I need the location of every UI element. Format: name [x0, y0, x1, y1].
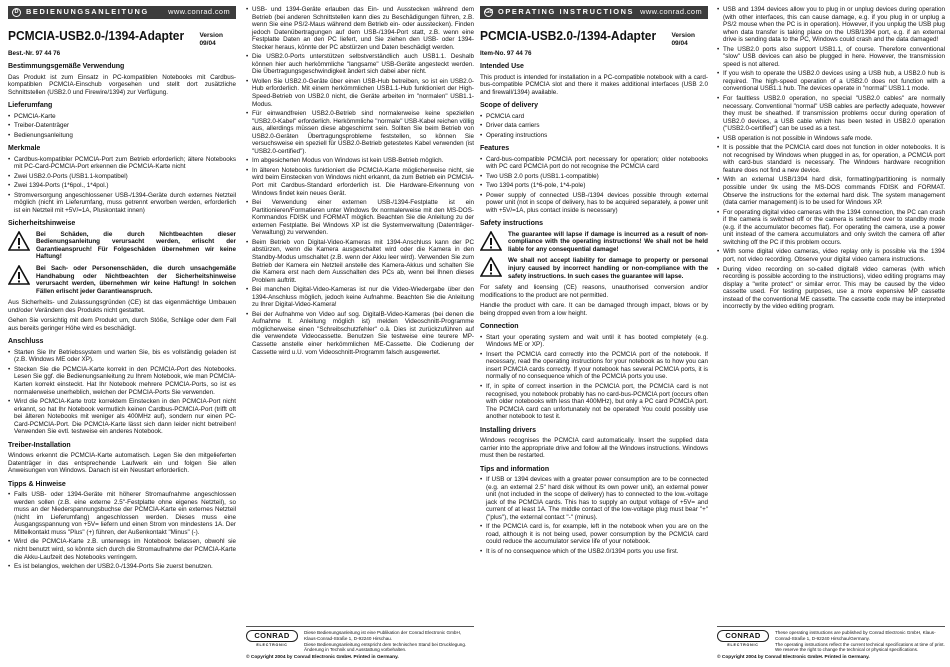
list-item: • Wird die PCMCIA-Karte trotz korrektem Einstecken in den PCMCIA-Port nicht erkannt, so hat Ihr Notebook vermutlich keinen Cardbus-PCMCIA-Port (trifft oft bei älteren Notebooks mit weniger als 400MHz auf), sondern nur einen PC-Card-PCMCIA-Port. Die PCMCIA-Karte lässt sich dann leider nicht betreiben! Verwenden Sie evtl. testweise ein anderes Notebook.: [8, 398, 236, 436]
list-item: • Zwei 1394-Ports (1*6pol., 1*4pol.): [8, 182, 236, 190]
section-title: Safety instructions: [480, 220, 544, 228]
list-item: • Treiber-Datenträger: [8, 122, 236, 130]
tips-list-de: [8, 491, 236, 570]
header-url-de[interactable]: www.conrad.com: [168, 7, 230, 17]
footer-text: Diese Bedienungsanleitung ist eine Publikation der Conrad Electronic GmbH, Klaus-Conrad-Straße 1, D-92240 Hirschau.: [304, 630, 462, 641]
tips-list-de-continued: [246, 6, 474, 356]
list-item: • For faultless USB2.0 operation, no special "USB2.0 cables" are normally necessary. Conventional "normal" USB cables are perfectly adequate, however they must be sheathed. If transmission problems occur during operation of USB2.0 devices, a USB cable which has been tested in USB2.0 operation ("USB2.0-certified") can be used as a test.: [717, 95, 945, 133]
connection-list-de: [8, 349, 236, 436]
section-title: Sicherheitshinweise: [8, 220, 76, 228]
list-item: • If, in spite of correct insertion in the PCMCIA port, the PCMCIA card is not recognised, you notebook probably has no card-bus-PCMCIA port (occurs often with older notebooks with less than 400MHz), but only a PC card PCMCIA port. The PCMCIA card can unfortunately not be operated! You could possibly use another notebook to test it.: [480, 383, 708, 421]
list-item: • Operating instructions: [480, 132, 708, 140]
list-item: • Für einwandfreien USB2.0-Betrieb sind normalerweise keine speziellen "USB2.0-Kabel" erforderlich. Herkömmliche "normale" USB-Kabel reichen völlig aus, allerdings müssen diese abgeschirmt sein. Sollten Sie beim Betrieb von USB2.0-Geräten Übertragungsprobleme feststellen, so können Sie versuchsweise ein speziell für USB2.0-Betrieb getestetes Kabel verwenden (ist "USB2.0-certified").: [246, 110, 474, 155]
section-title: Scope of delivery: [480, 102, 538, 110]
list-item: • PCMCIA card: [480, 113, 708, 121]
order-number-de: Best.-Nr. 97 44 76: [8, 49, 61, 57]
warning-triangle-icon: [8, 265, 30, 285]
list-item: • Two USB 2.0 ports (USB1.1-compatible): [480, 173, 708, 181]
section-title: Anschluss: [8, 338, 44, 346]
paragraph: Aus Sicherheits- und Zulassungsgründen (CE) ist das eigenmächtige Umbauen und/oder Verändern des Produkts nicht gestattet.: [8, 299, 236, 314]
list-item: • Two 1394 ports (1*6-pole, 1*4-pole): [480, 182, 708, 190]
paragraph: Handle the product with care. It can be damaged through impact, blows or by being dropped even from a low height.: [480, 302, 708, 317]
section-title: Installing drivers: [480, 426, 537, 434]
page-title-en: PCMCIA-USB2.0-/1394-Adapter: [480, 28, 657, 43]
section-title: Treiber-Installation: [8, 441, 71, 449]
list-item: • In älteren Notebooks funktioniert die PCMCIA-Karte möglicherweise nicht, sie wird beim Einstecken von Windows nicht erkannt, da zum Betrieb ein PCMCIA-Port mit Cardbus-Standard erforderlich ist. Die Hardware-Erkennung von Windows findet kein neues Gerät.: [246, 167, 474, 197]
list-item: • With some digital video cameras, video replay only is possible via the 1394 port, not video recording. Observe your digital video camera instructions.: [717, 248, 945, 263]
copyright-de: © Copyright 2004 by Conrad Electronic GmbH. Printed in Germany.: [246, 655, 399, 661]
section-title: Connection: [480, 323, 519, 331]
english-column-2: [717, 6, 945, 661]
list-item: • For operating digital video cameras with the 1394 connection, the PC can crash if the camera is switched off or the camera is switched over to standby mode (e.g. if the accumulator becomes flat). For operating the camera, use a power unit instead of the camera accumulators and only switch the camera off after switching off the PC if this problem occurs.: [717, 209, 945, 247]
tips-list-en-continued: [717, 6, 945, 311]
header-label-en: OPERATING INSTRUCTIONS: [498, 7, 635, 17]
flag-gb-icon: GB: [485, 9, 494, 15]
paragraph: Windows erkennt die PCMCIA-Karte automatisch. Legen Sie den mitgelieferten Datenträger in das entsprechende Laufwerk ein und folgen Sie allen Anweisungen von Windows. Danach ist ein Neustart erforderlich.: [8, 452, 236, 475]
header-label-de: BEDIENUNGSANLEITUNG: [26, 7, 149, 17]
list-item: • Zwei USB2.0-Ports (USB1.1-kompatibel): [8, 173, 236, 181]
paragraph: For safety and licensing (CE) reasons, unauthorised conversion and/or modifications to the product are not permitted.: [480, 284, 708, 299]
list-item: • Falls USB- oder 1394-Geräte mit höherer Stromaufnahme angeschlossen werden sollen (z.B. eine externe 2.5"-Festplatte ohne eigenes Netzteil), so muss an der Niederspannungsbuchse der PCMCIA-Karte ein externes Netzteil (nicht im Lieferumfang) angeschlossen werden. Dieses muss eine Ausgangsspannung von +5V= liefern und einen Strom von mindestens 1A. Der Mittelkontakt muss "Plus" (+) führen, der Außenkontakt "Minus" (-).: [8, 491, 236, 536]
footer-en: [717, 626, 945, 653]
features-list-en: [480, 156, 708, 215]
list-item: • Stecken Sie die PCMCIA-Karte korrekt in den PCMCIA-Port des Notebooks. Lesen Sie ggf. die Bedienungsanleitung zu Ihrem Notebook, wie man PCMCIA-Karten korrekt einsteckt. Hat Ihr Notebook mehrere PCMCIA-Ports, so ist es normalerweise unerheblich, welchen der PCMCIA-Ports Sie verwenden.: [8, 366, 236, 396]
warning-text: We shall not accept liability for damage to property or personal injury caused by incorrect handling or non-compliance with the safety instructions. In such cases the guarantee will lapse.: [508, 257, 708, 280]
list-item: • Die USB2.0-Ports unterstützen selbstverständlich auch USB1.1. Deshalb können hier auch herkömmliche "langsame" USB-Geräte angesteckt werden. Die Übertragungsgeschwindigkeit ändert sich dabei aber nicht.: [246, 53, 474, 76]
warning-box: [8, 231, 236, 261]
list-item: • It is of no consequence which of the USB2.0/1394 ports you use first.: [480, 548, 708, 556]
flag-de-icon: D: [12, 8, 21, 17]
list-item: • It is possible that the PCMCIA card does not function in older notebooks. It is not recognised by Windows when plugged in as, for operation, a PCMCIA port with card-bus standard is necessary. The Windows hardware recognition feature does not find a new device.: [717, 144, 945, 174]
list-item: • Driver data carriers: [480, 122, 708, 130]
list-item: • Wird die PCMCIA-Karte z.B. unterwegs im Notebook belassen, obwohl sie nicht benutzt wird, so könnte sich durch die Stromaufnahme der PCMCIA-Karte die Akku-Laufzeit des Notebooks verringern.: [8, 538, 236, 561]
list-item: • PCMCIA-Karte: [8, 113, 236, 121]
footer-de: [246, 626, 474, 653]
list-item: • USB operation is not possible in Windows safe mode.: [717, 135, 945, 143]
list-item: • USB and 1394 devices allow you to plug in or unplug devices during operation (with other interfaces, this can cause damage, e.g. if you plug in or unplug a PS/2 mouse when the PC is in operation). However, if you unplug the USB plug when data transfer is taking place on the USB/1394 port, e.g. if an external drive is sending data to the PC, Windows could crash and the data damaged!: [717, 6, 945, 44]
german-column-2: [246, 6, 474, 661]
warning-box: [480, 257, 708, 280]
german-column-1: [8, 6, 236, 661]
list-item: • Bei der Aufnahme von Video auf sog. DigitalB-Video-Kameras (bei denen die Aufnahme lt. Anleitung möglich ist) melden Videoschnitt-Programme möglicherweise einen "Schreibschutzfehler" o.ä. Dies ist zurückzuführen auf die verwendete Videocassette. Benutzen Sie testweise eine teurere MP-Cassette anstelle einer herkömmlichen ME-Cassette. Die Codierung der Cassette wird u.U. vom Videoschnitt-Programm falsch ausgewertet.: [246, 311, 474, 356]
list-item: • Es ist belanglos, welchen der USB2.0-/1394-Ports Sie zuerst benutzen.: [8, 563, 236, 571]
conrad-logo: CONRAD ELECTRONIC: [246, 630, 298, 653]
tips-list-en: [480, 476, 708, 555]
warning-triangle-icon: [480, 257, 502, 277]
english-column-1: [480, 6, 708, 661]
warning-text: The guarantee will lapse if damage is incurred as a result of non-compliance with the operating instructions! We shall not be held liable for any consequential damage!: [508, 230, 708, 253]
list-item: • Cardbus-kompatibler PCMCIA-Port zum Betrieb erforderlich; ältere Notebooks mit PC-Card-PCMCIA-Port erkennen die PCMCIA-Karte nicht: [8, 156, 236, 171]
footer-text: Diese Bedienungsanleitung entspricht dem technischen Stand bei Drucklegung. Änderung in Technik und Ausstattung vorbehalten.: [304, 641, 467, 653]
footer-text: These operating instructions are published by Conrad Electronic GmbH, Klaus-Conrad-Straße 1, D-92240 Hirschau/Germany.: [775, 630, 936, 641]
header-bar-en: [480, 6, 708, 19]
list-item: • Card-bus-compatible PCMCIA port necessary for operation; older notebooks with PC card PCMCIA port do not recognise the PCMCIA card: [480, 156, 708, 171]
list-item: • Starten Sie Ihr Betriebssystem und warten Sie, bis es vollständig geladen ist (z.B. Windows ME oder XP).: [8, 349, 236, 364]
section-title: Features: [480, 145, 510, 153]
paragraph: Gehen Sie vorsichtig mit dem Produkt um, durch Stöße, Schläge oder dem Fall aus bereits geringer Höhe wird es beschädigt.: [8, 317, 236, 332]
connection-list-en: [480, 334, 708, 421]
conrad-logo: CONRAD ELECTRONIC: [717, 630, 769, 653]
list-item: • The USB2.0 ports also support USB1.1, of course. Therefore conventional "slow" USB devices can also be plugged in here. However, the transmission speed is not altered.: [717, 46, 945, 69]
paragraph: Das Produkt ist zum Einsatz in PC-kompatiblen Notebooks mit Cardbus-kompatiblen PCMCIA-Einschub vorgesehen und stellt dort zusätzliche Schnittstellen (USB2.0 und Firewire/1394) zur Verfügung.: [8, 73, 236, 96]
version-de: Version 09/04: [199, 32, 223, 47]
list-item: • If USB or 1394 devices with a greater power consumption are to be connected (e.g. an external 2.5" hard disk without its own power unit), an external power unit (not included in the scope of delivery) has to connected to the low.-voltage jack of the PCMCIA cards. This has to supply an output voltage of +5V= and current of at least 1A. The middle contact of the low-voltage plug must bear "+" ("plus"), the external contact "-" (minus).: [480, 476, 708, 521]
version-en: Version 09/04: [671, 32, 695, 47]
warning-box: [480, 231, 708, 254]
list-item: • Stromversorgung angeschlossener USB-/1394-Geräte durch externes Netzteil möglich (nicht im Lieferumfang, muss getrennt erworben werden, erforderlich ist ein Netzteil mit +5V/=1A, Pluskontakt innen): [8, 192, 236, 215]
list-item: • Insert the PCMCIA card correctly into the PCMCIA port of the notebook. If necessary, read the operating instructions for your notebook as to how you can insert PCMCIA cards correctly. If your notebook has several PCMCIA ports, it is normally of no consequence which of the PCMCIA ports you use.: [480, 351, 708, 381]
list-item: • If you wish to operate the USB2.0 devices using a USB hub, a USB2.0 hub is required. The high-speed operation of a USB2.0 does not function with a conventional USB1.1 hub. The devices operate in "normal" USB1.1 mode.: [717, 70, 945, 93]
list-item: • Bei Verwendung einer externen USB-/1394-Festplatte ist ein Partitionieren/Formatieren unter Windows 9x normalerweise mit den MS-DOS-Kommandos FDISK und FORMAT möglich. Beachten Sie die Anleitung zu der externen Festplatte. Bei Windows XP ist die Systemverwaltung (Datenträger-Verwaltung) zu verwenden.: [246, 199, 474, 237]
footer-text: The operating instructions reflect the current technical specifications at time of print. We reserve the right to change the technical or physical specifications.: [775, 641, 945, 653]
list-item: • Bedienungsanleitung: [8, 132, 236, 140]
copyright-en: © Copyright 2004 by Conrad Electronic GmbH. Printed in Germany.: [717, 655, 870, 661]
list-item: • During video recording on so-called digital8 video cameras (with which recording is possible according to the instructions), video editing programs may display a "write protect" or similar error. This may be caused by the video cassette used. For testing purposes, use a more expensive MP cassette instead of the conventional ME cassette. The cassette code may be interpreted incorrectly by the video editing program.: [717, 266, 945, 311]
item-number-en: Item-No. 97 44 76: [480, 49, 532, 57]
delivery-list-en: [480, 113, 708, 140]
section-title: Lieferumfang: [8, 102, 53, 110]
section-title: Merkmale: [8, 145, 41, 153]
list-item: • Power supply of connected USB-/1394 devices possible through external power unit (not in scope of delivery, has to be acquired separately, a power unit with +5V/=1A, plus contact inside is necessary): [480, 192, 708, 215]
list-item: • Wollen Sie USB2.0-Geräte über einen USB-Hub betreiben, so ist ein USB2.0-Hub erforderlich. Mit einem herkömmlichen USB1.1-Hub funktioniert der High-Speed-Betrieb von USB2.0 nicht, die Geräte arbeiten im "normalen" USB1.1-Modus.: [246, 78, 474, 108]
list-item: • Bei manchen Digital-Video-Kameras ist nur die Video-Wiedergabe über den 1394-Anschluss möglich, jedoch keine Aufnahme. Beachten Sie die Anleitung zu Ihrer Digital-Video-Kamera!: [246, 286, 474, 309]
section-title: Tipps & Hinweise: [8, 480, 66, 488]
delivery-list-de: [8, 113, 236, 140]
list-item: • USB- und 1394-Geräte erlauben das Ein- und Ausstecken während dem Betrieb (bei anderen Schnittstellen kann dies zu Beschädigungen führen, z.B. wenn Sie eine PS/2-Maus während dem Betrieb ein- oder ausstecken). Finden jedoch Datenübertragungen auf dem USB-/1394-Port statt, z.B. wenn eine Festplatte Daten an den PC liefert, und Sie ziehen den USB- oder 1394-Stecker heraus, könnte der PC abstürzen und Daten beschädigt werden.: [246, 6, 474, 51]
header-bar-de: [8, 6, 236, 19]
list-item: • Beim Betrieb von Digital-Video-Kameras mit 1394-Anschluss kann der PC abstürzen, wenn die Kamera ausgeschaltet wird oder die Kamera in den Standby-Modus umschaltet (z.B. wenn der Akku leer wird). Verwenden Sie zum Betrieb der Kamera ein Netzteil anstelle des Kamera-Akkus und schalten Sie die Kamera erst nach dem Ausschalten des PCs ab, wenn bei Ihnen dieses Problem auftritt.: [246, 239, 474, 284]
header-url-en[interactable]: www.conrad.com: [640, 7, 702, 17]
section-title: Intended Use: [480, 63, 524, 71]
section-title: Bestimmungsgemäße Verwendung: [8, 63, 125, 71]
paragraph: This product is intended for installation in a PC-compatible notebook with a card-bus-compatible PCMCIA slot and there it makes additional interfaces (USB 2.0 and firewall/1394) available.: [480, 73, 708, 96]
warning-box: [8, 265, 236, 295]
list-item: • If the PCMCIA card is, for example, left in the notebook when you are on the road, although it is not being used, power consumption by the PCMCIA card could reduce the accumulator service life of your notebook.: [480, 523, 708, 546]
warning-triangle-icon: [8, 231, 30, 251]
list-item: • With an external USB/1394 hard disk, formatting/partitioning is normally possible under 9x using the MS-DOS commands FDISK and FORMAT. Observe the instructions for the external hard disk. The system management (data carrier management) is to be used for Windows XP.: [717, 176, 945, 206]
warning-text: Bei Schäden, die durch Nichtbeachten dieser Bedienungsanleitung verursacht werden, erlischt der Garantieanspruch! Für Folgeschäden übernehmen wir keine Haftung!: [36, 230, 236, 261]
features-list-de: [8, 156, 236, 215]
list-item: • Start your operating system and wait until it has booted completely (e.g. Windows ME or XP).: [480, 334, 708, 349]
warning-text: Bei Sach- oder Personenschäden, die durch unsachgemäße Handhabung oder Nichtbeachten der Sicherheitshinweise verursacht werden, übernehmen wir keine Haftung! In solchen Fällen erlischt jeder Garantieanspruch.: [36, 265, 236, 295]
section-title: Tips and information: [480, 465, 550, 473]
warning-triangle-icon: [480, 231, 502, 251]
list-item: • Im abgesicherten Modus von Windows ist kein USB-Betrieb möglich.: [246, 157, 474, 165]
page-title-de: PCMCIA-USB2.0-/1394-Adapter: [8, 28, 185, 43]
paragraph: Windows recognises the PCMCIA card automatically. Insert the supplied data carrier into the appropriate drive and follow all the Windows instructions. Windows must then be restarted.: [480, 437, 708, 460]
